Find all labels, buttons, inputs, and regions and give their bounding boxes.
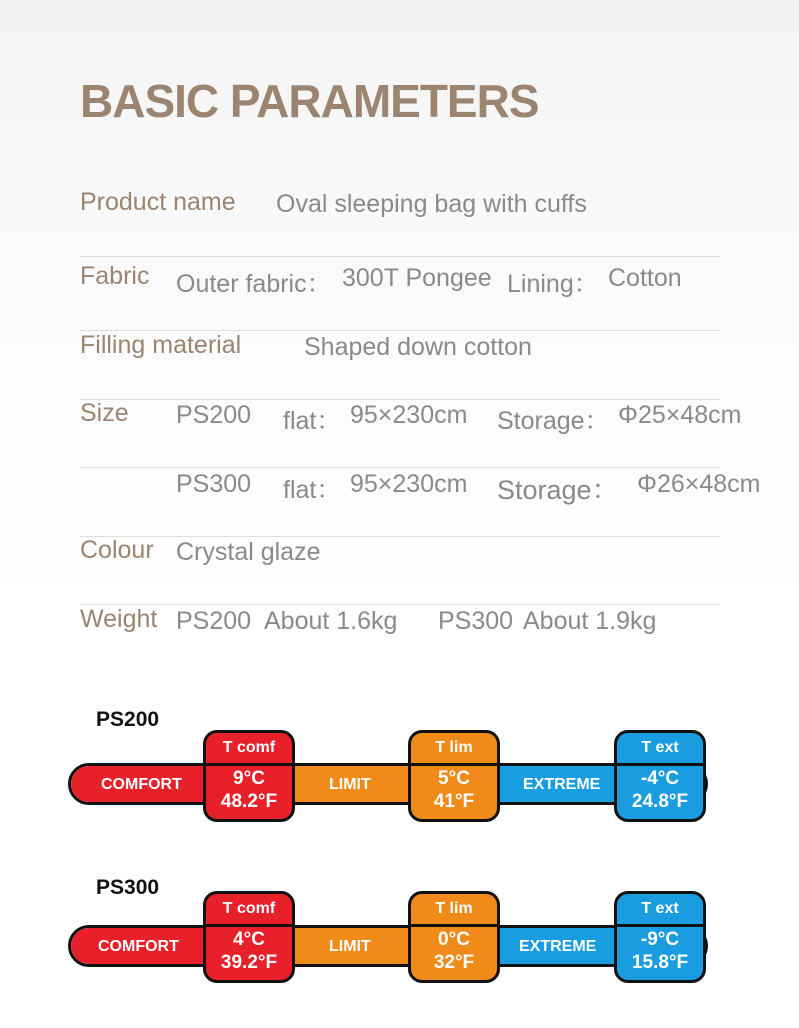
param-row-fabric xyxy=(80,262,720,331)
param-row-size-ps300 xyxy=(80,468,761,537)
t-lim-tile xyxy=(408,730,500,822)
param-row-product-name xyxy=(80,188,720,257)
flat-value: 95×230cm xyxy=(350,470,468,498)
storage-value: Φ26×48cm xyxy=(637,470,761,498)
size-model: PS300 xyxy=(176,470,252,498)
size-model: PS200 xyxy=(176,401,252,429)
t-ext-fahrenheit: 24.8°F xyxy=(631,791,689,812)
t-ext-celsius: -4°C xyxy=(640,768,680,789)
weight-model: PS200 xyxy=(176,607,252,635)
t-ext-tile xyxy=(614,730,706,822)
lining-value: Cotton xyxy=(608,264,682,292)
outer-fabric-label: Outer fabric： xyxy=(176,270,332,298)
param-row-weight xyxy=(80,605,720,674)
lining-label: Lining： xyxy=(507,270,599,298)
t-lim-celsius: 0°C xyxy=(438,929,470,950)
divider xyxy=(80,256,720,257)
t-comf-fahrenheit: 39.2°F xyxy=(220,952,278,973)
param-row-colour xyxy=(80,536,720,605)
param-label: Product name xyxy=(80,188,236,216)
extreme-label: EXTREME xyxy=(519,938,597,955)
page-title: BASIC PARAMETERS xyxy=(80,75,539,127)
param-label: Weight xyxy=(80,605,158,633)
weight-model: PS300 xyxy=(438,607,514,635)
t-ext-heading: T ext xyxy=(617,733,703,766)
t-comf-heading: T comf xyxy=(206,894,292,927)
weight-value: About 1.9kg xyxy=(523,607,657,635)
param-value: Crystal glaze xyxy=(176,538,321,566)
param-value: Shaped down cotton xyxy=(304,333,532,361)
t-lim-fahrenheit: 41°F xyxy=(433,791,475,812)
weight-value: About 1.6kg xyxy=(264,607,398,635)
extreme-label: EXTREME xyxy=(523,776,601,793)
limit-label: LIMIT xyxy=(329,938,371,955)
t-comf-celsius: 4°C xyxy=(233,929,265,950)
param-row-size-ps200 xyxy=(80,399,742,468)
param-label: Colour xyxy=(80,536,154,564)
t-lim-celsius: 5°C xyxy=(438,768,470,789)
param-label: Size xyxy=(80,399,129,427)
storage-label: Storage： xyxy=(497,475,619,505)
t-comf-heading: T comf xyxy=(206,733,292,766)
param-label: Fabric xyxy=(80,262,150,290)
t-comf-tile xyxy=(203,891,295,983)
storage-value: Φ25×48cm xyxy=(618,401,742,429)
limit-label: LIMIT xyxy=(329,776,371,793)
t-lim-tile xyxy=(408,891,500,983)
t-lim-heading: T lim xyxy=(411,894,497,927)
t-comf-fahrenheit: 48.2°F xyxy=(220,791,278,812)
flat-value: 95×230cm xyxy=(350,401,468,429)
outer-fabric-value: 300T Pongee xyxy=(342,264,492,292)
comfort-label: COMFORT xyxy=(98,938,179,955)
storage-label: Storage： xyxy=(497,407,610,435)
temp-bar xyxy=(68,925,708,967)
t-comf-celsius: 9°C xyxy=(233,768,265,789)
t-comf-tile xyxy=(203,730,295,822)
t-ext-heading: T ext xyxy=(617,894,703,927)
t-ext-tile xyxy=(614,891,706,983)
flat-label: flat： xyxy=(283,407,342,435)
t-ext-celsius: -9°C xyxy=(640,929,680,950)
comfort-label: COMFORT xyxy=(101,776,182,793)
flat-label: flat： xyxy=(283,476,342,504)
temp-bar xyxy=(68,763,708,805)
param-value: Oval sleeping bag with cuffs xyxy=(276,190,587,218)
t-ext-fahrenheit: 15.8°F xyxy=(631,952,689,973)
temp-model-label: PS300 xyxy=(96,876,160,899)
param-label: Filling material xyxy=(80,331,242,359)
t-lim-fahrenheit: 32°F xyxy=(433,952,475,973)
temp-model-label: PS200 xyxy=(96,708,160,731)
param-row-filling xyxy=(80,331,720,400)
t-lim-heading: T lim xyxy=(411,733,497,766)
